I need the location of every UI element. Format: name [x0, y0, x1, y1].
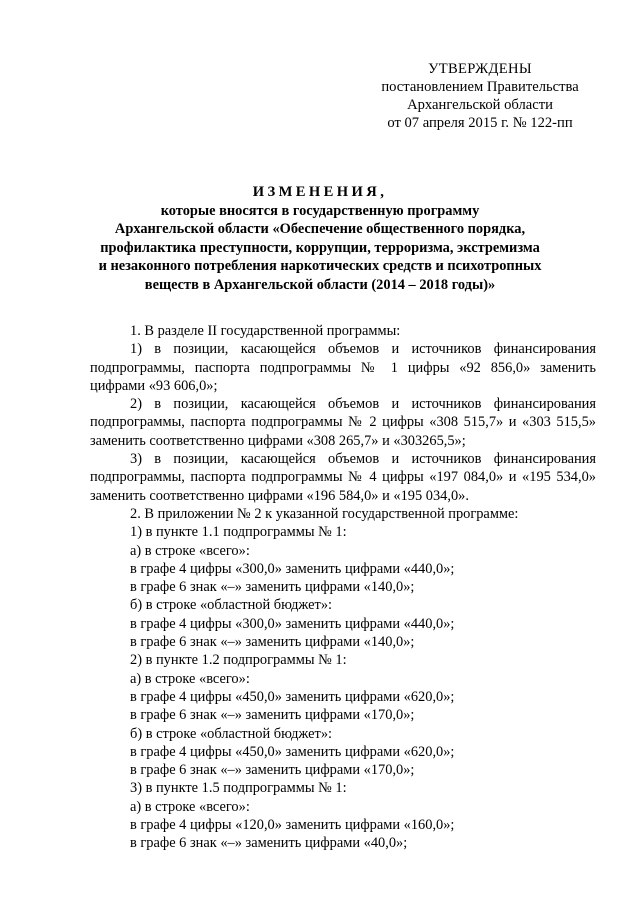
body-line: в графе 6 знак «–» заменить цифрами «40,0»;	[130, 835, 408, 852]
body-line: 1. В разделе II государственной программы:	[130, 323, 401, 339]
body-line: в графе 4 цифры «120,0» заменить цифрами «160,0»;	[130, 817, 455, 834]
title-line: и незаконного потребления наркотических средств и психотропных	[98, 258, 542, 274]
body-line: 3) в позиции, касающейся объемов и источников финансирования	[130, 451, 596, 468]
body-line: 2. В приложении № 2 к указанной государственной программе:	[130, 505, 519, 522]
body-line: в графе 4 цифры «300,0» заменить цифрами «440,0»;	[130, 560, 455, 577]
approval-stamp	[360, 60, 600, 132]
body-line: в графе 6 знак «–» заменить цифрами «140,0»;	[130, 634, 415, 651]
body-line: в графе 6 знак «–» заменить цифрами «140,0»;	[130, 579, 415, 596]
title-line: веществ в Архангельской области (2014 – 2018 годы)»	[144, 276, 496, 293]
body-line: а) в строке «всего»:	[130, 798, 250, 815]
body-line: подпрограммы, паспорта подпрограммы № 1 цифры «92 856,0» заменить	[90, 359, 596, 376]
body-line: заменить соответственно цифрами «308 265,7» и «303265,5»;	[90, 432, 466, 449]
body-line: 1) в пункте 1.1 подпрограммы № 1:	[130, 524, 347, 541]
body-line: в графе 6 знак «–» заменить цифрами «170,0»;	[130, 762, 415, 779]
title-main: ИЗМЕНЕНИЯ,	[252, 184, 388, 200]
title-line: которые вносятся в государственную программу	[160, 202, 480, 219]
body-line: а) в строке «всего»:	[130, 670, 250, 687]
body-line: б) в строке «областной бюджет»:	[130, 597, 333, 614]
body-line: подпрограммы, паспорта подпрограммы № 2 цифры «308 515,7» и «303 515,5»	[90, 414, 596, 431]
approval-line: Архангельской области	[407, 97, 553, 113]
body-line: в графе 4 цифры «300,0» заменить цифрами «440,0»;	[130, 615, 455, 632]
approval-heading: УТВЕРЖДЕНЫ	[428, 61, 532, 77]
body-line: цифрами «93 606,0»;	[90, 377, 218, 394]
document-title	[40, 183, 600, 294]
body-line: в графе 4 цифры «450,0» заменить цифрами «620,0»;	[130, 688, 455, 705]
body-line: 2) в позиции, касающейся объемов и источников финансирования	[130, 396, 596, 413]
body-line: в графе 6 знак «–» заменить цифрами «170,0»;	[130, 707, 415, 724]
approval-line: постановлением Правительства	[381, 79, 579, 95]
body-line: а) в строке «всего»:	[130, 542, 250, 559]
body-line: заменить соответственно цифрами «196 584,0» и «195 034,0».	[90, 487, 469, 504]
title-line: Архангельской области «Обеспечение общественного порядка,	[114, 221, 526, 237]
body-line: подпрограммы, паспорта подпрограммы № 4 цифры «197 084,0» и «195 534,0»	[90, 469, 596, 486]
body-line: в графе 4 цифры «450,0» заменить цифрами «620,0»;	[130, 743, 455, 760]
body-line: 2) в пункте 1.2 подпрограммы № 1:	[130, 652, 347, 669]
approval-date-line: от 07 апреля 2015 г. № 122-пп	[387, 115, 573, 131]
title-line: профилактика преступности, коррупции, терроризма, экстремизма	[100, 239, 540, 256]
body-line: б) в строке «областной бюджет»:	[130, 725, 333, 742]
body-line: 1) в позиции, касающейся объемов и источников финансирования	[130, 341, 596, 358]
document-body	[90, 322, 596, 853]
body-line: 3) в пункте 1.5 подпрограммы № 1:	[130, 780, 347, 797]
